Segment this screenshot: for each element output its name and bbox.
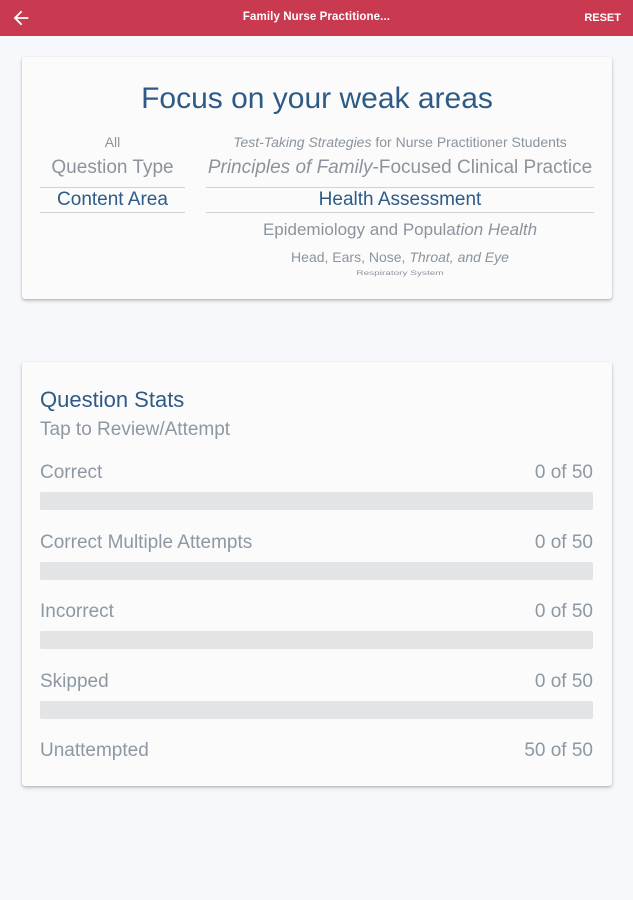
stats-title: Question Stats (40, 387, 185, 412)
stats-card (22, 362, 612, 786)
area-text: Throat, and Eye (409, 249, 509, 265)
stat-label: Correct (40, 462, 103, 483)
picker-divider (206, 212, 594, 213)
stat-count: 0 of 50 (534, 532, 593, 553)
filter-all[interactable]: All (104, 134, 121, 150)
area-item[interactable] (206, 157, 594, 179)
stat-count: 0 of 50 (534, 462, 593, 483)
area-text: Test-Taking Strategies (233, 134, 372, 150)
area-text: -Focused Clinical Practice (372, 157, 593, 178)
progress-bar (40, 701, 593, 719)
filter-content-area[interactable]: Content Area (57, 189, 168, 210)
stat-count: 0 of 50 (534, 671, 593, 692)
app-bar (0, 0, 633, 36)
progress-bar (40, 492, 593, 510)
stat-label: Unattempted (40, 740, 149, 761)
area-text: Principles of Family (207, 157, 373, 178)
area-item-selected[interactable]: Health Assessment (318, 189, 482, 210)
filter-question-type[interactable]: Question Type (51, 157, 174, 178)
area-text: Head, Ears, Nose, (291, 249, 410, 265)
stat-count: 0 of 50 (534, 601, 593, 622)
stats-subtitle: Tap to Review/Attempt (40, 419, 231, 440)
area-text: Epidemiology and Popula (262, 220, 456, 239)
area-item[interactable] (206, 134, 594, 150)
picker-divider (40, 212, 185, 213)
focus-title: Focus on your weak areas (141, 82, 493, 115)
stat-label: Correct Multiple Attempts (40, 532, 253, 553)
picker-divider (40, 187, 185, 188)
area-text: for Nurse Practitioner Students (371, 134, 567, 150)
progress-bar (40, 562, 593, 580)
app-title: Family Nurse Practitione... (242, 11, 391, 23)
area-item[interactable] (206, 220, 594, 240)
area-item[interactable]: Respiratory System (356, 270, 444, 277)
picker-divider (206, 187, 594, 188)
focus-card (22, 57, 612, 299)
progress-bar (40, 631, 593, 649)
area-text: tion Health (455, 220, 538, 239)
stat-label: Incorrect (40, 601, 114, 622)
stat-label: Skipped (40, 671, 109, 692)
area-item[interactable] (206, 249, 594, 265)
stat-count: 50 of 50 (524, 740, 593, 761)
reset-button[interactable]: RESET (584, 12, 621, 24)
